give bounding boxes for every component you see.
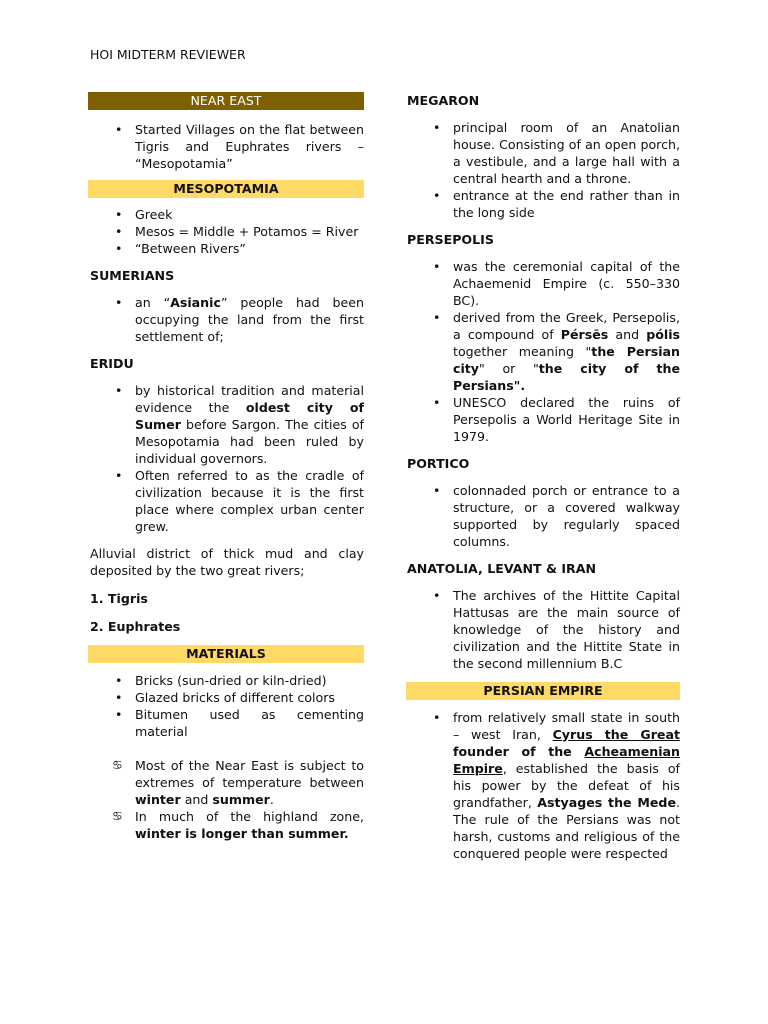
text-run: and <box>608 327 647 342</box>
list-item: • Often referred to as the cradle of civilization because it is the first place where complex urban center grew. <box>88 467 364 535</box>
anatolia-heading: ANATOLIA, LEVANT & IRAN <box>407 561 597 576</box>
list-item: • principal room of an Anatolian house. Consisting of an open porch, a vestibule, and a large hall with a central hearth and a throne. <box>406 119 680 187</box>
list-item: • entrance at the end rather than in the long side <box>406 187 680 221</box>
river-euphrates: 2. Euphrates <box>90 619 181 634</box>
bold-text: pólis <box>646 327 681 342</box>
list-item: • was the ceremonial capital of the Achaemenid Empire (c. 550–330 BC). <box>406 258 680 309</box>
list-item: • Started Villages on the flat between Tigris and Euphrates rivers – “Mesopotamia” <box>88 121 364 172</box>
bold-text: the city of the Persians". <box>453 361 680 393</box>
list-item: • Bricks (sun-dried or kiln-dried) <box>88 672 364 689</box>
bold-underlined-text: Cyrus the Great <box>552 727 680 742</box>
river-tigris: 1. Tigris <box>90 591 148 606</box>
text-run: by historical tradition and material evidence the <box>135 383 364 415</box>
list-item: • Greek <box>88 206 364 223</box>
persian-empire-list <box>406 709 680 862</box>
megaron-list <box>406 119 680 221</box>
list-item <box>88 757 364 808</box>
list-item: • “Between Rivers” <box>88 240 364 257</box>
bold-text: winter <box>135 792 181 807</box>
text-run: , established the basis of his power by the defeat of his grandfather, <box>453 761 680 810</box>
text-run: . <box>269 792 274 807</box>
eridu-heading: ERIDU <box>90 356 134 371</box>
climate-notes <box>88 757 364 842</box>
document-header: HOI MIDTERM REVIEWER <box>90 47 246 62</box>
bold-underlined-text: Acheamenian Empire <box>453 744 680 776</box>
text-run: before Sargon. The cities of Mesopotamia had been ruled by individual governors. <box>135 417 364 466</box>
list-item: • The archives of the Hittite Capital Hattusas are the main source of knowledge of the history and civilization and the Hittite State in the second millennium B.C <box>406 587 680 672</box>
text-run: . The rule of the Persians was not harsh, customs and religious of the conquered people were respected <box>453 795 681 861</box>
list-item <box>406 309 680 394</box>
list-item <box>88 382 364 467</box>
text-run: derived from the Greek, Persepolis, a compound of <box>453 310 680 342</box>
text-run: " or " <box>479 361 539 376</box>
list-item: • colonnaded porch or entrance to a structure, or a covered walkway supported by regularly spaced columns. <box>406 482 680 550</box>
list-item <box>88 294 364 345</box>
persepolis-heading: PERSEPOLIS <box>407 232 494 247</box>
portico-heading: PORTICO <box>407 456 470 471</box>
bold-text: summer <box>212 792 270 807</box>
alluvial-paragraph: Alluvial district of thick mud and clay deposited by the two great rivers; <box>90 546 364 578</box>
sumerians-list <box>88 294 364 345</box>
portico-list <box>406 482 680 550</box>
right-column <box>406 92 680 862</box>
text-run: from relatively small state in south – west Iran, <box>453 710 680 742</box>
anatolia-list <box>406 587 680 672</box>
materials-list <box>88 672 364 740</box>
near-east-banner: NEAR EAST <box>88 92 364 110</box>
bold-text: winter is longer than summer. <box>135 826 349 841</box>
bold-text: founder of the <box>453 744 585 759</box>
list-item: • Glazed bricks of different colors <box>88 689 364 706</box>
list-item: • UNESCO declared the ruins of Persepolis a World Heritage Site in 1979. <box>406 394 680 445</box>
bold-text: the Persian city <box>453 344 680 376</box>
mesopotamia-banner: MESOPOTAMIA <box>88 180 364 198</box>
bold-text: Asianic <box>170 295 221 310</box>
text-run: an “ <box>135 295 171 310</box>
left-column <box>88 92 364 842</box>
text-run: In much of the highland zone, <box>135 809 364 824</box>
list-item <box>88 808 364 842</box>
mesopotamia-list <box>88 206 364 257</box>
materials-banner: MATERIALS <box>88 645 364 663</box>
text-run: Most of the Near East is subject to extremes of temperature between <box>135 758 364 790</box>
megaron-heading: MEGARON <box>407 93 480 108</box>
persepolis-list <box>406 258 680 445</box>
bold-text: Astyages the Mede <box>537 795 676 810</box>
eridu-list <box>88 382 364 535</box>
text-run: and <box>180 792 213 807</box>
list-item: • Mesos = Middle + Potamos = River <box>88 223 364 240</box>
list-item: • Bitumen used as cementing material <box>88 706 364 740</box>
persian-empire-banner: PERSIAN EMPIRE <box>406 682 680 700</box>
bold-text: Pérsēs <box>560 327 609 342</box>
text-run: together meaning " <box>453 344 592 359</box>
bold-text: oldest city of Sumer <box>135 400 364 432</box>
near-east-list <box>88 121 364 172</box>
sumerians-heading: SUMERIANS <box>90 268 175 283</box>
text-run: ” people had been occupying the land from the first settlement of; <box>135 295 364 344</box>
list-item <box>406 709 680 862</box>
